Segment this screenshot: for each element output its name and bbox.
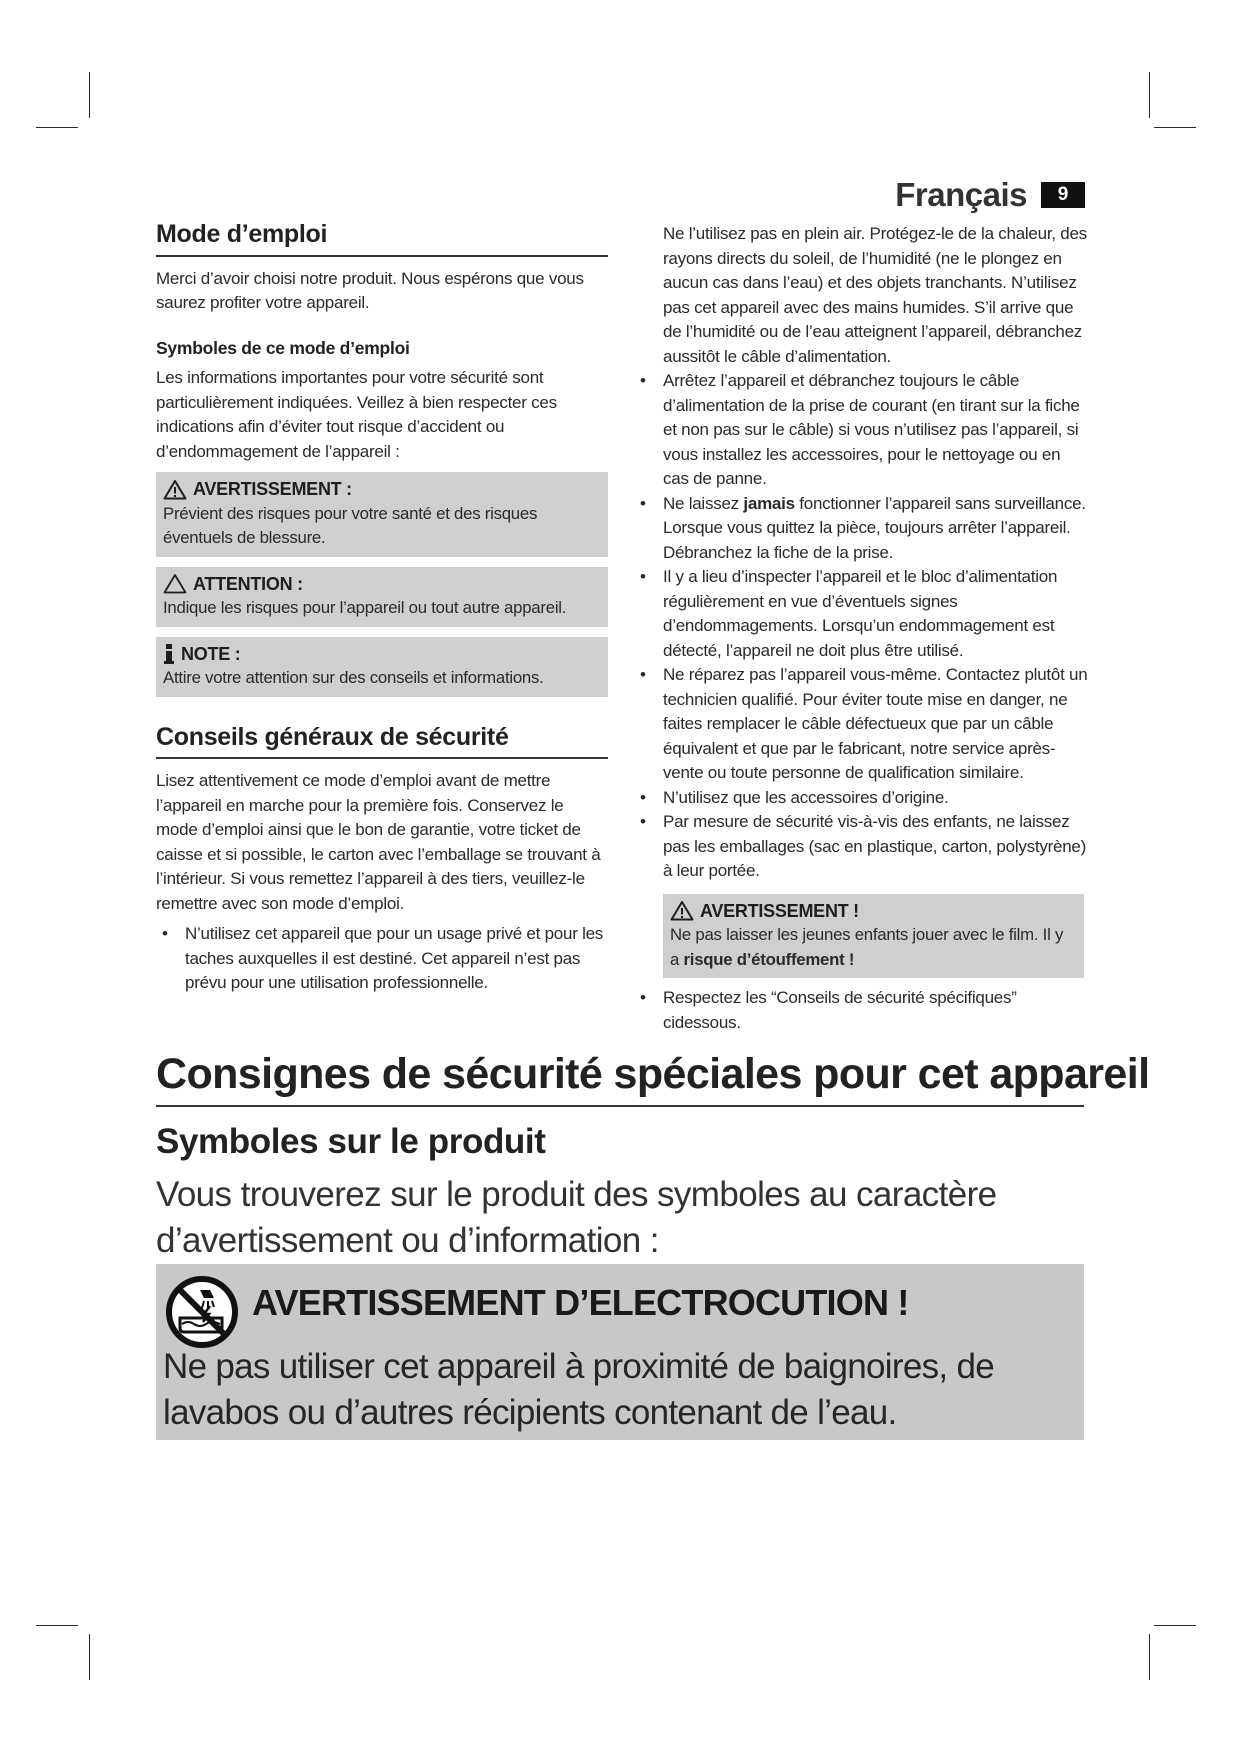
text-span: Ne pas laisser les jeunes enfants jouer avec le film. Il y a	[670, 925, 1064, 969]
film-warning-text	[670, 923, 1076, 972]
text-span: Ne laissez	[663, 493, 744, 513]
crop-mark	[1154, 1625, 1196, 1626]
list-item: • Il y a lieu d’inspecter l’appareil et le bloc d’alimentation régulièrement en vue d’éventuels signes d’endommagements. Lorsqu’un endommagement est détecté, l’appareil ne doit plus être utilisé.	[634, 565, 1089, 663]
language-title: Français	[895, 176, 1027, 213]
note-text: Attire votre attention sur des conseils et informations.	[163, 668, 544, 687]
electrocution-warning-title: AVERTISSEMENT D’ELECTROCUTION !	[252, 1282, 909, 1323]
continued-paragraph: Ne l’utilisez pas en plein air. Protégez-le de la chaleur, des rayons directs du soleil, de l’humidité (ne le plongez en aucun cas dans l’eau) et des objets tranchants. N’utilisez pas cet appareil avec des mains humides. S’il arrive que de l’humidité ou de l’eau atteignent l’appareil, débranchez aussitôt le câble d’alimentation.	[663, 224, 1087, 366]
respect-bullet-list	[634, 986, 1089, 1035]
safety-bullet-list	[156, 922, 608, 996]
list-item	[634, 492, 1089, 566]
safety-bullet-list-right	[634, 369, 1089, 884]
section-title-mode-emploi: Mode d’emploi	[156, 222, 608, 257]
left-column	[156, 222, 608, 996]
crop-mark	[1149, 1634, 1150, 1680]
film-warning-box	[663, 894, 1084, 979]
section-title-conseils: Conseils généraux de sécurité	[156, 725, 608, 760]
product-symbols-intro: Vous trouverez sur le produit des symboles au caractère d’avertissement ou d’information :	[156, 1175, 997, 1260]
attention-label: ATTENTION :	[193, 573, 303, 594]
warning-box	[156, 472, 608, 557]
list-item: • Ne réparez pas l’appareil vous-même. Contactez plutôt un technicien qualifié. Pour éviter toute mise en danger, ne faites remplacer le câble défectueux que par un câble équivalent et que par le fabricant, notre service après-vente ou toute personne de qualification similaire.	[634, 663, 1089, 786]
crop-mark	[1154, 127, 1196, 128]
attention-triangle-icon	[163, 573, 187, 594]
list-item: • N’utilisez que les accessoires d’origine.	[634, 786, 1089, 811]
symbols-paragraph: Les informations importantes pour votre sécurité sont particulièrement indiquées. Veillez à bien respecter ces indications afin d’éviter tout risque d’accident ou d’endommagement de l’appareil :	[156, 368, 557, 461]
right-column	[663, 222, 1089, 1035]
warning-triangle-icon	[670, 900, 694, 921]
emphasis-text: risque d’étouffement !	[683, 949, 855, 969]
crop-mark	[36, 1625, 78, 1626]
warning-text: Prévient des risques pour votre santé et des risques éventuels de blessure.	[163, 503, 538, 547]
film-warning-label: AVERTISSEMENT !	[700, 900, 859, 921]
product-symbols-subtitle: Symboles sur le produit	[156, 1122, 546, 1161]
list-item: • Arrêtez l’appareil et débranchez toujours le câble d’alimentation de la prise de courant (en tirant sur la fiche et non pas sur le câble) si vous n’utilisez pas l’appareil, si vous installez les accessoires, pour le nettoyage ou en cas de panne.	[634, 369, 1089, 492]
crop-mark	[1149, 72, 1150, 118]
intro-paragraph: Merci d’avoir choisi notre produit. Nous espérons que vous saurez profiter votre appareil.	[156, 268, 584, 312]
no-water-electrocution-icon	[164, 1274, 240, 1350]
attention-box	[156, 567, 608, 627]
attention-text: Indique les risques pour l’appareil ou tout autre appareil.	[163, 598, 567, 617]
crop-mark	[89, 72, 90, 118]
info-icon	[163, 644, 175, 664]
note-box	[156, 637, 608, 697]
note-label: NOTE :	[181, 643, 241, 664]
symbols-subtitle: Symboles de ce mode d’emploi	[156, 337, 410, 358]
crop-mark	[36, 127, 78, 128]
list-item: • N’utilisez cet appareil que pour un usage privé et pour les taches auxquelles il est destiné. Cet appareil n’est pas prévu pour une utilisation professionnelle.	[156, 922, 608, 996]
emphasis-text: jamais	[743, 493, 795, 513]
warning-label: AVERTISSEMENT :	[193, 479, 352, 499]
special-section-title: Consignes de sécurité spéciales pour cet appareil	[156, 1050, 1084, 1107]
list-item: • Respectez les “Conseils de sécurité spécifiques” cidessous.	[634, 986, 1089, 1035]
text-span: fonctionner l’appareil sans surveillance. Lorsque vous quittez la pièce, toujours arrêter l’appareil. Débranchez la fiche de la prise.	[663, 493, 1086, 562]
list-item: • Par mesure de sécurité vis-à-vis des enfants, ne laissez pas les emballages (sac en plastique, carton, polystyrène) à leur portée.	[634, 810, 1089, 884]
electrocution-warning-text: Ne pas utiliser cet appareil à proximité de baignoires, de lavabos ou d’autres récipients contenant de l’eau.	[163, 1347, 994, 1432]
warning-triangle-icon	[163, 479, 187, 500]
page-number: 9	[1041, 182, 1085, 208]
electrocution-warning-box	[156, 1264, 1084, 1440]
crop-mark	[89, 1634, 90, 1680]
page-header	[895, 176, 1085, 214]
safety-paragraph: Lisez attentivement ce mode d’emploi avant de mettre l’appareil en marche pour la première fois. Conservez le mode d’emploi ainsi que le bon de garantie, votre ticket de caisse et si possible, le carton avec l’emballage se trouvant à l’intérieur. Si vous remettez l’appareil à des tiers, veuillez-le remettre avec son mode d’emploi.	[156, 771, 601, 913]
